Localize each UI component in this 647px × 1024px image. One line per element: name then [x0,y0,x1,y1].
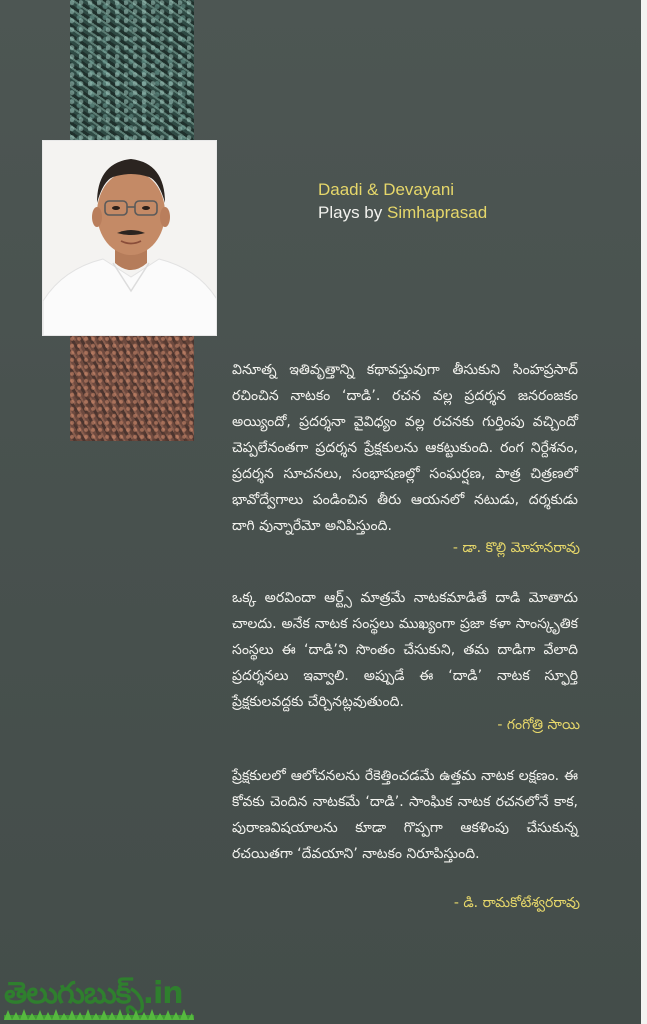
grass-icon [4,1008,194,1020]
author-portrait-image [43,141,217,336]
page-edge [641,0,647,1024]
author-photo [42,140,217,336]
author-name: Simhaprasad [386,203,488,222]
publisher-watermark [4,976,194,1020]
decorative-texture-top [70,0,194,140]
book-subtitle [318,201,487,224]
book-title: Daadi & Devayani [318,180,455,199]
book-title-block [318,178,487,224]
subtitle-prefix: Plays by [318,203,387,222]
blurb-2-attribution: - గంగోత్రి సాయి [497,717,580,733]
blurb-3-text: ప్రేక్షకులలో ఆలోచనలను రేకెత్తించడమే ఉత్తమ నాటక లక్షణం. ఈ కోవకు చెందిన నాటకమే ‘దాడి’. సాంఘిక నాటక రచనలోనే కాక, పురాణవిషయాలను కూడా గొప్పగా ఆకళింపు చేసుకున్న రచయితగా ‘దేవయాని’ నాటకం నిరూపిస్తుంది. [232,768,578,862]
blurb-1-text: వినూత్న ఇతివృత్తాన్ని కథావస్తువుగా తీసుకుని సింహప్రసాద్ రచించిన నాటకం ‘దాడి’. రచన వల్ల ప్రదర్శన జనరంజకం అయ్యిందో, ప్రదర్శనా వైవిధ్యం వల్ల రచనకు గుర్తింపు వచ్చిందో చెప్పలేనంతగా ప్రదర్శన ప్రేక్షకులను ఆకట్టుకుంది. రంగ నిర్దేశనం, ప్రదర్శన సూచనలు, సంభాషణల్లో సంఘర్షణ, పాత్ర చిత్రణలో భావోద్వేగాలు పండించిన తీరు ఆయనలో నటుడు, దర్శకుడు దాగి వున్నారేమో అనిపిస్తుంది. [232,362,578,534]
blurb-3-attribution: - డి. రామకోటేశ్వరరావు [453,895,580,911]
blurb-2-text: ఒక్క అరవిందా ఆర్ట్స్ మాత్రమే నాటకమాడితే దాడి మోతాదు చాలదు. అనేక నాటక సంస్థలు ముఖ్యంగా ప్రజా కళా సాంస్కృతిక సంస్థలు ఈ ‘దాడి’ని సొంతం చేసుకుని, తమ దాడిగా వేలాది ప్రదర్శనలు ఇవ్వాలి. అప్పుడే ఈ ‘దాడి’ నాటక స్ఫూర్తి ప్రేక్షకులవద్దకు చేర్చినట్లవుతుంది. [232,590,578,710]
decorative-texture-bottom [70,336,194,441]
blurb-1-attribution: - డా. కొల్లి మోహనరావు [452,540,580,556]
watermark-logo-text: తెలుగుబుక్స్.in [4,976,183,1011]
